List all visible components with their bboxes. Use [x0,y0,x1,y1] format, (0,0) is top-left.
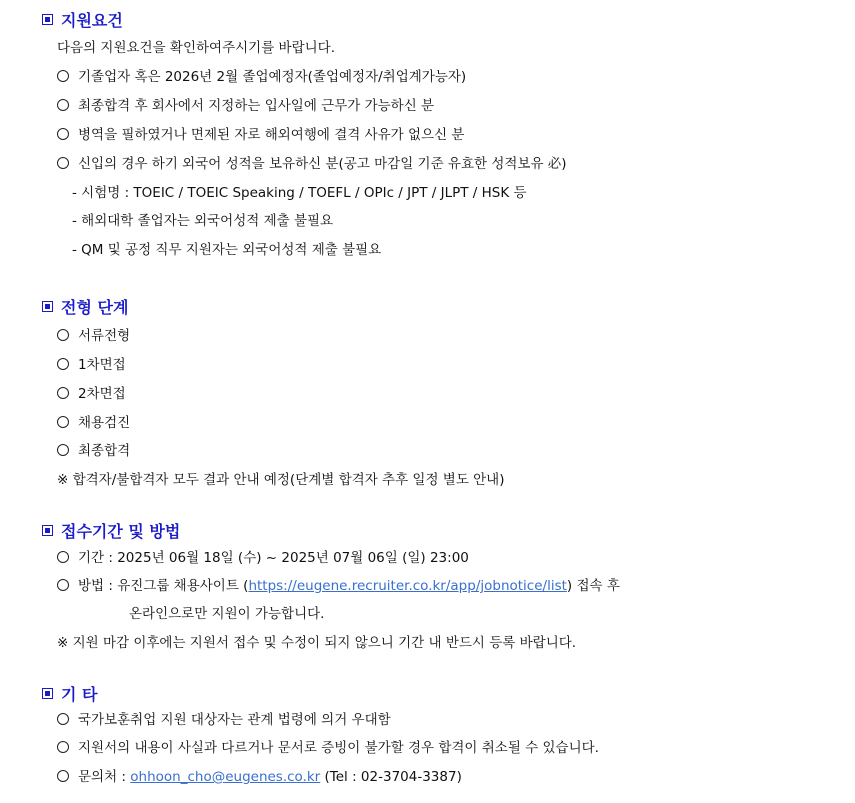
contact-email-link[interactable]: ohhoon_cho@eugenes.co.kr [130,769,321,785]
circle-bullet-icon [57,99,69,111]
process-note: ※ 합격자/불합격자 모두 결과 안내 예정(단계별 합격자 추후 일정 별도 안내) [57,472,505,488]
circle-bullet-icon [57,358,69,370]
circle-bullet-icon [57,770,69,782]
etc-item: 국가보훈취업 지원 대상자는 관계 법령에 의거 우대함 [57,710,391,730]
circle-bullet-icon [57,551,69,563]
application-method-line2: 온라인으로만 지원이 가능합니다. [129,606,325,622]
process-step: 채용검진 [57,413,130,433]
process-step: 서류전형 [57,326,130,346]
section-heading-requirements: 지원요건 [42,10,123,32]
square-bullet-icon [42,301,53,312]
circle-bullet-icon [57,713,69,725]
application-period: 기간 : 2025년 06월 18일 (수) ~ 2025년 07월 06일 (일) 23:00 [57,548,469,568]
requirement-item: 신입의 경우 하기 외국어 성적을 보유하신 분(공고 마감일 기준 유효한 성적보유 必) [57,154,567,174]
requirement-item: 기졸업자 혹은 2026년 2월 졸업예정자(졸업예정자/취업계가능자) [57,67,466,87]
section-heading-application: 접수기간 및 방법 [42,521,180,543]
square-bullet-icon [42,14,53,25]
requirements-intro: 다음의 지원요건을 확인하여주시기를 바랍니다. [57,40,335,56]
process-step: 최종합격 [57,441,130,461]
recruit-site-link[interactable]: https://eugene.recruiter.co.kr/app/jobnotice/list [248,578,567,594]
circle-bullet-icon [57,416,69,428]
requirement-subitem: - QM 및 공정 직무 지원자는 외국어성적 제출 불필요 [72,242,382,258]
square-bullet-icon [42,688,53,699]
circle-bullet-icon [57,579,69,591]
requirement-item: 병역을 필하였거나 면제된 자로 해외여행에 결격 사유가 없으신 분 [57,125,464,145]
requirement-subitem: - 시험명 : TOEIC / TOEIC Speaking / TOEFL / OPIc / JPT / JLPT / HSK 등 [72,185,527,201]
process-step: 1차면접 [57,355,126,375]
section-heading-process: 전형 단계 [42,297,128,319]
section-heading-etc: 기 타 [42,684,97,706]
circle-bullet-icon [57,329,69,341]
circle-bullet-icon [57,387,69,399]
application-note: ※ 지원 마감 이후에는 지원서 접수 및 수정이 되지 않으니 기간 내 반드시 등록 바랍니다. [57,635,577,651]
requirement-subitem: - 해외대학 졸업자는 외국어성적 제출 불필요 [72,213,334,229]
square-bullet-icon [42,525,53,536]
circle-bullet-icon [57,128,69,140]
circle-bullet-icon [57,157,69,169]
circle-bullet-icon [57,444,69,456]
contact-line: 문의처 : ohhoon_cho@eugenes.co.kr (Tel : 02-3704-3387) [57,767,462,787]
circle-bullet-icon [57,741,69,753]
process-step: 2차면접 [57,384,126,404]
circle-bullet-icon [57,70,69,82]
application-method: 방법 : 유진그룹 채용사이트 (https://eugene.recruiter.co.kr/app/jobnotice/list) 접속 후 [57,576,620,596]
etc-item: 지원서의 내용이 사실과 다르거나 문서로 증빙이 불가할 경우 합격이 취소될 수 있습니다. [57,738,599,758]
requirement-item: 최종합격 후 회사에서 지정하는 입사일에 근무가 가능하신 분 [57,96,434,116]
